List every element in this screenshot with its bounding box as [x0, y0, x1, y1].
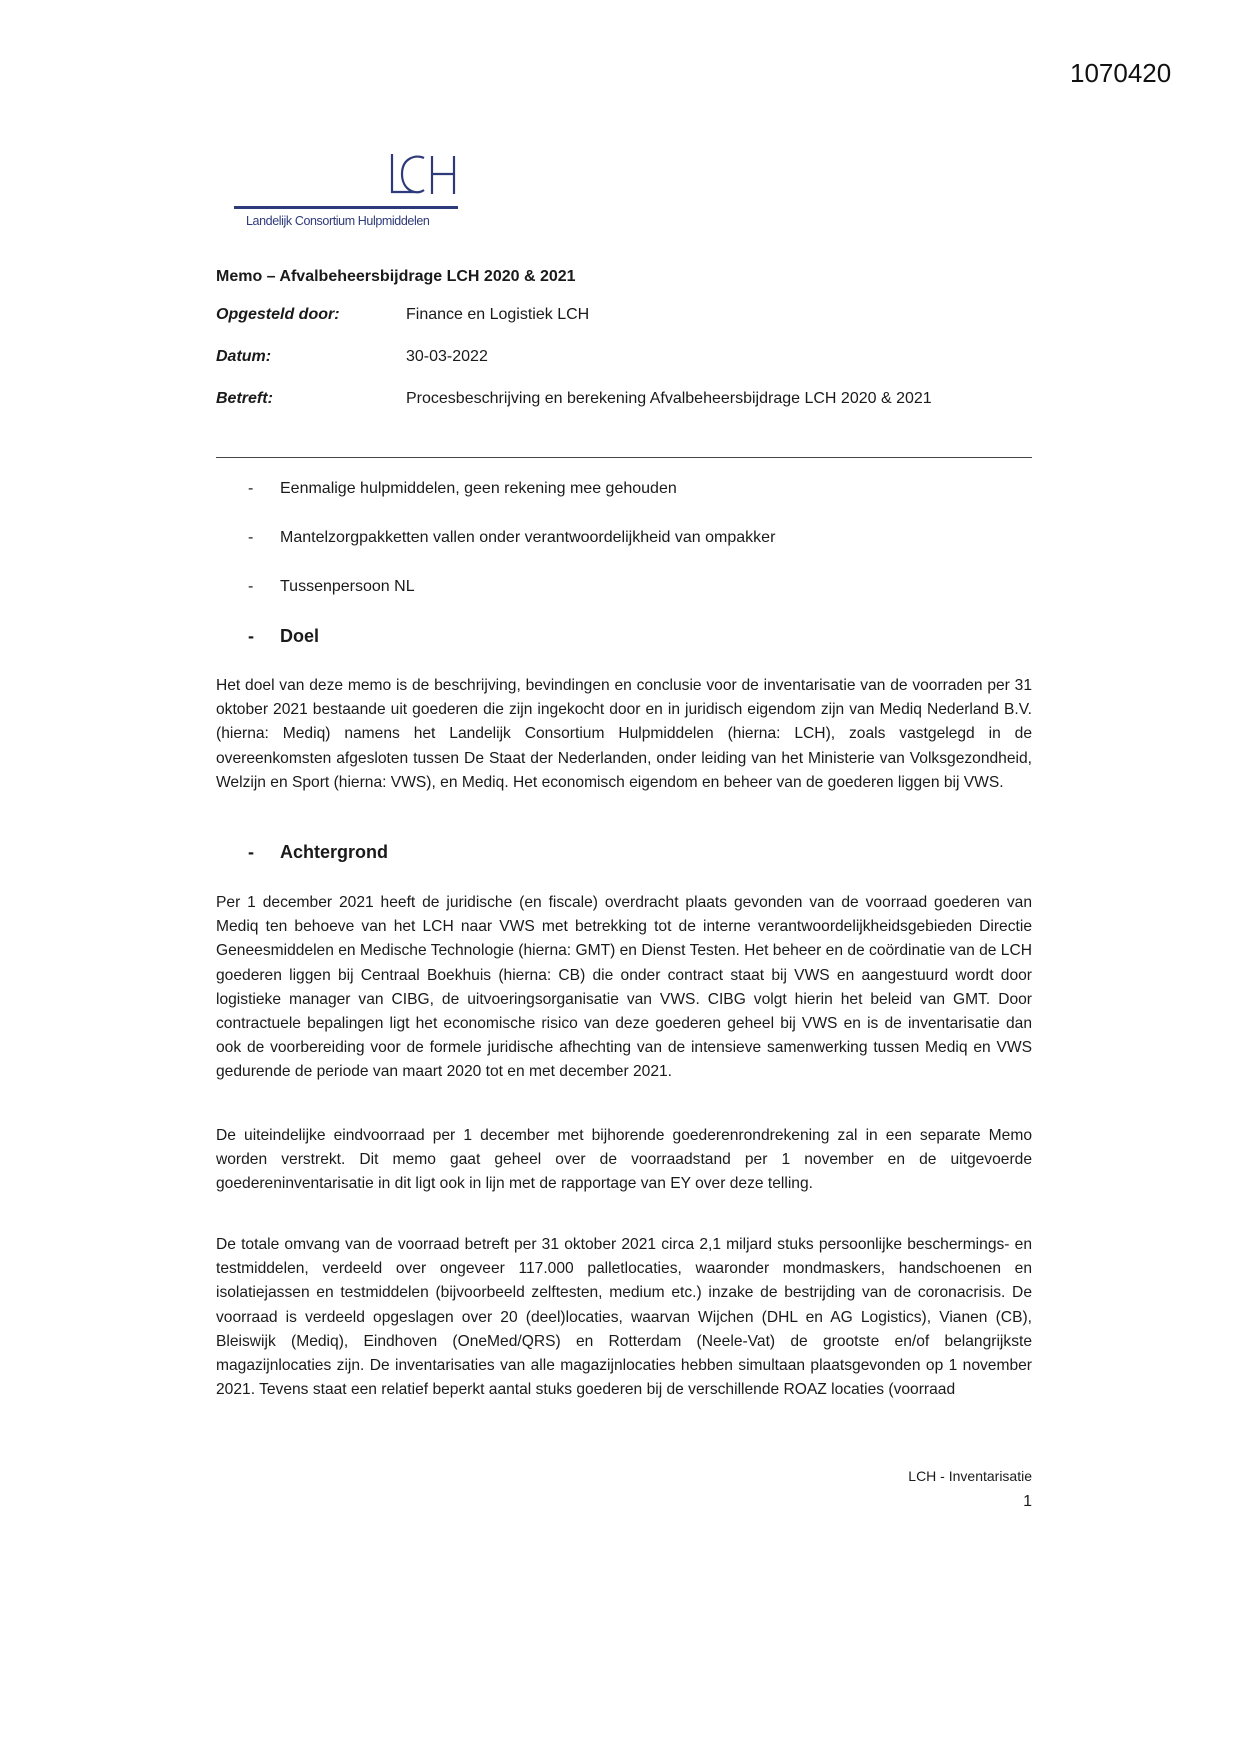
bullet-dash: - [248, 480, 254, 497]
bullet-text: Tussenpersoon NL [280, 578, 415, 595]
bullet-text: Eenmalige hulpmiddelen, geen rekening mee gehouden [280, 480, 677, 497]
section-heading-text: Achtergrond [280, 842, 388, 862]
logo-subtitle: Landelijk Consortium Hulpmiddelen [246, 214, 430, 228]
bullet-dash: - [248, 842, 254, 862]
header-divider [216, 457, 1032, 458]
bullet-dash: - [248, 626, 254, 646]
section-heading-text: Doel [280, 626, 320, 646]
meta-value: Finance en Logistiek LCH [406, 306, 590, 323]
meta-label: Datum: [216, 348, 272, 365]
meta-row-subject [216, 390, 1036, 414]
logo-underline [234, 206, 458, 209]
paragraph: Per 1 december 2021 heeft de juridische (en fiscale) overdracht plaats gevonden van de voorraad goederen van Mediq ten behoeve van het LCH naar VWS met betrekking tot de interne verantwoordelijkheidsgebieden Directie Geneesmiddelen en Medische Technologie (hierna: GMT) en Dienst Testen. Het beheer en de coördinatie van de LCH goederen liggen bij Centraal Boekhuis (hierna: CB) die onder contract staat bij VWS en aangestuurd wordt door logistieke manager van CIBG, de uitvoeringsorganisatie van VWS. CIBG volgt hierin het beleid van GMT. Door contractuele bepalingen ligt het economische risico van deze goederen geheel bij VWS en is de inventarisatie dan ook de voorbereiding voor de formele juridische afhechting van de intensieve samenwerking tussen Mediq en VWS gedurende de periode van maart 2020 tot en met december 2021. [216, 894, 1032, 1081]
meta-row-date [216, 348, 1036, 372]
lch-logo [234, 152, 464, 232]
page-number: 1 [1023, 1493, 1032, 1510]
meta-label: Betreft: [216, 390, 273, 407]
bullet-dash: - [248, 529, 254, 546]
bullet-dash: - [248, 578, 254, 595]
meta-label: Opgesteld door: [216, 306, 340, 323]
meta-row-author [216, 306, 1036, 330]
meta-value: Procesbeschrijving en berekening Afvalbeheersbijdrage LCH 2020 & 2021 [406, 390, 932, 407]
lch-logo-mark-icon [388, 152, 458, 200]
paragraph: De totale omvang van de voorraad betreft per 31 oktober 2021 circa 2,1 miljard stuks persoonlijke beschermings- en testmiddelen, verdeeld over ongeveer 117.000 palletlocaties, waaronder mondmaskers, handschoenen en isolatiejassen en testmiddelen (bijvoorbeeld zelftesten, medium etc.) inzake de bestrijding van de coronacrisis. De voorraad is verdeeld opgeslagen over 20 (deel)locaties, waarvan Wijchen (DHL en AG Logistics), Vianen (CB), Bleiswijk (Mediq), Eindhoven (OneMed/QRS) en Rotterdam (Neele-Vat) de grootste en/of belangrijkste magazijnlocaties zijn. De inventarisaties van alle magazijnlocaties hebben simultaan plaatsgevonden op 1 november 2021. Tevens staat een relatief beperkt aantal stuks goederen bij de verschillende ROAZ locaties (voorraad [216, 1236, 1032, 1399]
paragraph: Het doel van deze memo is de beschrijving, bevindingen en conclusie voor de inventarisatie van de voorraden per 31 oktober 2021 bestaande uit goederen die zijn ingekocht door en in juridisch eigendom zijn van Mediq Nederland B.V. (hierna: Mediq) namens het Landelijk Consortium Hulpmiddelen (hierna: LCH), zoals vastgelegd in de overeenkomsten afgesloten tussen De Staat der Nederlanden, onder leiding van het Ministerie van Volksgezondheid, Welzijn en Sport (hierna: VWS), en Mediq. Het economisch eigendom en beheer van de goederen liggen bij VWS. [216, 677, 1032, 791]
bullet-text: Mantelzorgpakketten vallen onder verantwoordelijkheid van ompakker [280, 529, 776, 546]
meta-value: 30-03-2022 [406, 348, 488, 365]
footer-label: LCH - Inventarisatie [908, 1468, 1032, 1484]
paragraph: De uiteindelijke eindvoorraad per 1 december met bijhorende goederenrondrekening zal in een separate Memo worden verstrekt. Dit memo gaat geheel over de voorraadstand per 1 november en de uitgevoerde goedereninventarisatie in dit ligt ook in lijn met de rapportage van EY over deze telling. [216, 1127, 1032, 1193]
document-id: 1070420 [1070, 58, 1172, 88]
memo-title: Memo – Afvalbeheersbijdrage LCH 2020 & 2021 [216, 268, 576, 285]
